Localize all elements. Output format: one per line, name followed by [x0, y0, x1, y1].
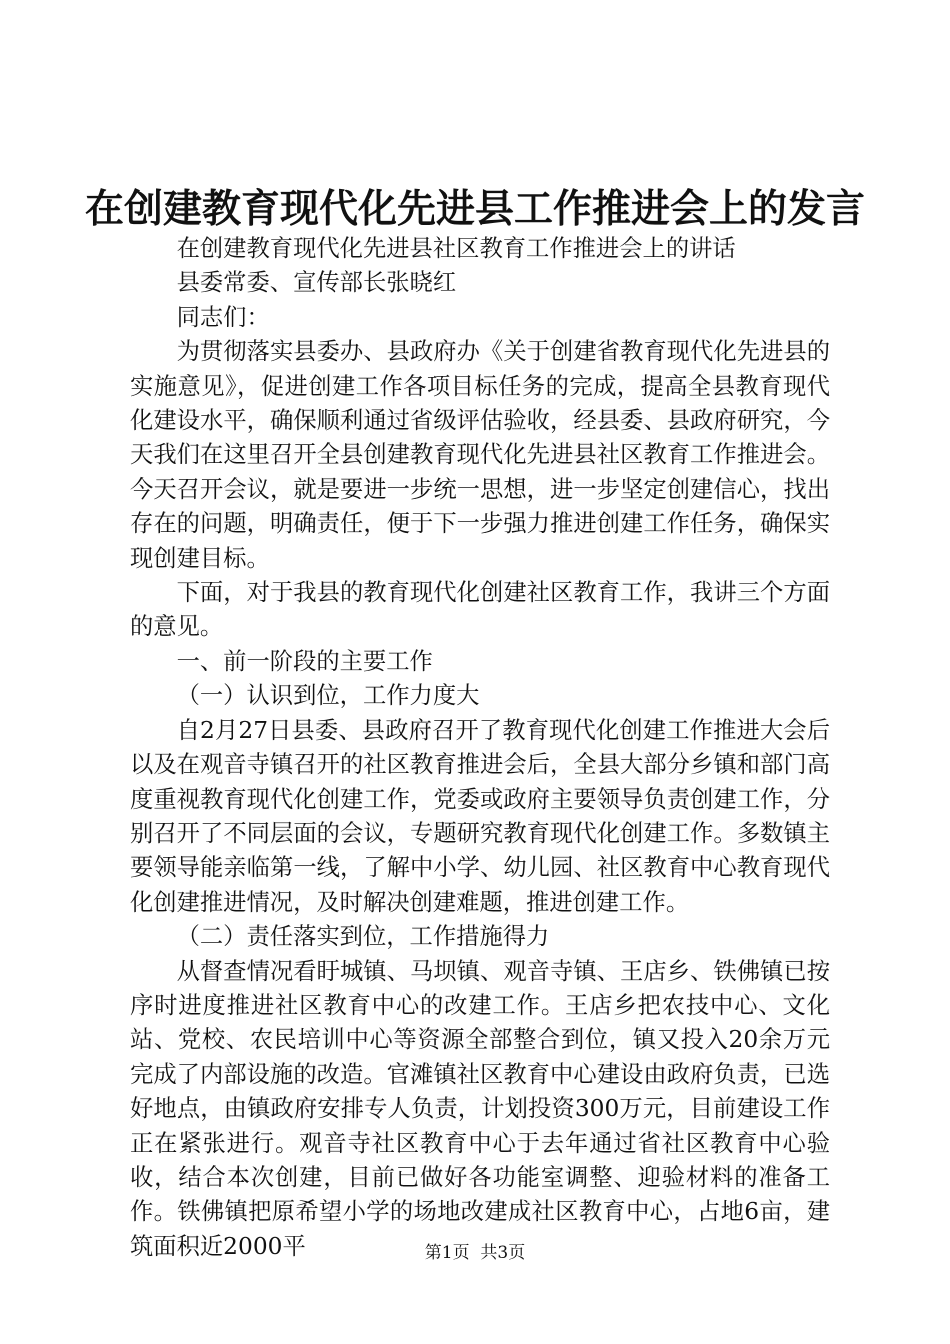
document-title: 在创建教育现代化先进县工作推进会上的发言	[84, 186, 865, 232]
document-body	[130, 232, 830, 1264]
paragraph: 下面，对于我县的教育现代化创建社区教育工作，我讲三个方面的意见。	[130, 579, 830, 641]
page-footer: 第1页 共3页	[424, 1243, 526, 1263]
paragraph: 自2月27日县委、县政府召开了教育现代化创建工作推进大会后以及在观音寺镇召开的社区教育推进会后，全县大部分乡镇和部门高度重视教育现代化创建工作，党委或政府主要领导负责创建工作，分别召开了不同层面的会议，专题研究教育现代化创建工作。多数镇主要领导能亲临第一线，了解中小学、幼儿园、社区教育中心教育现代化创建推进情况，及时解决创建难题，推进创建工作。	[130, 716, 830, 916]
paragraph: 为贯彻落实县委办、县政府办《关于创建省教育现代化先进县的实施意见》，促进创建工作各项目标任务的完成，提高全县教育现代化建设水平，确保顺利通过省级评估验收，经县委、县政府研究，今天我们在这里召开全县创建教育现代化先进县社区教育工作推进会。今天召开会议，就是要进一步统一思想，进一步坚定创建信心，找出存在的问题，明确责任，便于下一步强力推进创建工作任务，确保实现创建目标。	[130, 338, 830, 572]
speaker-line: 县委常委、宣传部长张晓红	[176, 269, 457, 297]
speech-heading: 在创建教育现代化先进县社区教育工作推进会上的讲话	[176, 235, 736, 262]
subsection-heading: （一）认识到位，工作力度大	[176, 682, 480, 710]
section-heading: 一、前一阶段的主要工作	[176, 647, 433, 675]
paragraph: 从督查情况看盱城镇、马坝镇、观音寺镇、王店乡、铁佛镇已按序时进度推进社区教育中心的改建工作。王店乡把农技中心、文化站、党校、农民培训中心等资源全部整合到位，镇又投入20余万元完成了内部设施的改造。官滩镇社区教育中心建设由政府负责，已选好地点，由镇政府安排专人负责，计划投资300万元，目前建设工作正在紧张进行。观音寺社区教育中心于去年通过省社区教育中心验收，结合本次创建，目前已做好各功能室调整、迎验材料的准备工作。铁佛镇把原希望小学的场地改建成社区教育中心，占地6亩，建筑面积近2000平	[130, 957, 830, 1260]
subsection-heading: （二）责任落实到位，工作措施得力	[176, 923, 550, 951]
salutation: 同志们：	[176, 303, 270, 331]
